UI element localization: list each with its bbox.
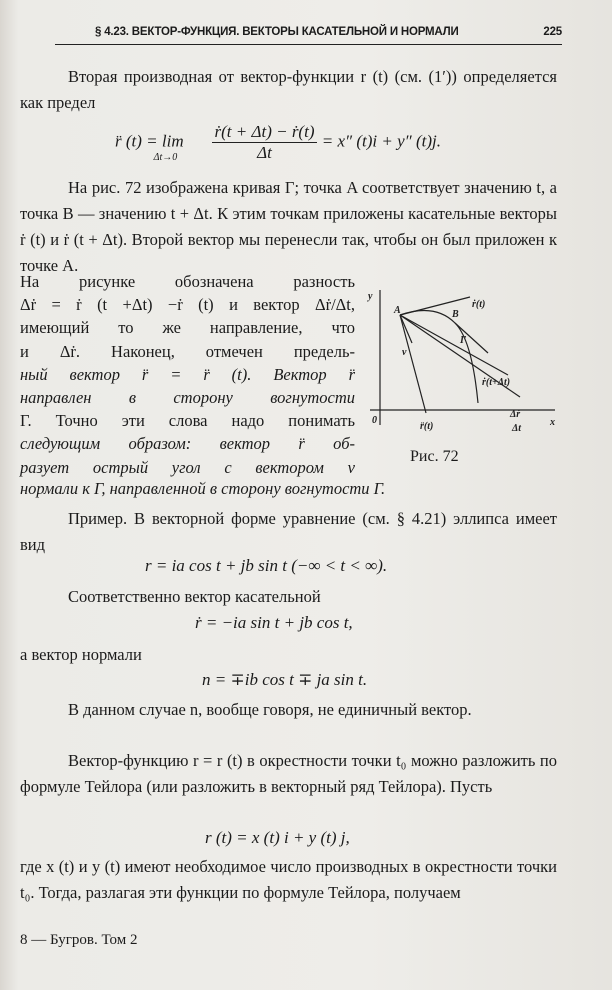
- equation-tangent: ṙ = −ia sin t + jb cos t,: [195, 613, 353, 632]
- paragraph-1: Вторая производная от вектор-функции r (t) (см. (1′)) определяется как предел: [20, 67, 557, 112]
- eq1-denominator: Δt: [257, 143, 272, 162]
- label-origin: 0: [372, 415, 377, 426]
- paragraph-7: В данном случае n, вообще говоря, не единичный вектор.: [68, 700, 472, 719]
- eq1-limit-sub: Δt→0: [153, 152, 178, 164]
- paragraph-2: На рис. 72 изображена кривая Γ; точка A соответствует значению t, а точка B — значению t + Δt. К этим точкам приложены касательные векторы ṙ (t) и ṙ (t + Δt). Второй вектор мы перенесли так, чтобы он был приложен к точке A.: [20, 178, 557, 275]
- label-B: B: [452, 309, 459, 320]
- paragraph-taylor: Вектор-функцию r = r (t) в окрестности точки t₀ можно разложить по формуле Тейлора (или разложить в векторный ряд Тейлора). Пусть: [20, 751, 557, 796]
- running-header: [55, 22, 562, 45]
- label-delta-den: Δt: [512, 423, 522, 434]
- paragraph-3-line: ный вектор r̈ = r̈ (t). Вектор r̈: [20, 364, 355, 384]
- vector-rdot-t-dt: [400, 315, 508, 375]
- label-gamma: Γ: [460, 335, 467, 346]
- paragraph-3-line: и Δṙ. Наконец, отмечен предель-: [20, 341, 355, 361]
- eq1-lhs: r̈ (t) = lim: [115, 131, 184, 151]
- figure-72: [360, 285, 560, 485]
- paragraph-9: где x (t) и y (t) имеют необходимое число производных в окрестности точки t₀. Тогда, разлагая эти функции по формуле Тейлора, получаем: [20, 857, 557, 902]
- paragraph-3-line: следующим образом: вектор r̈ об-: [20, 434, 355, 454]
- label-delta-num: Δṙ: [510, 409, 521, 420]
- paragraph-3-last-line: нормали к Γ, направленной в сторону вогнутости Γ.: [20, 479, 386, 498]
- eq1-numerator: ṙ(t + Δt) − ṙ(t): [212, 122, 318, 143]
- header-title: § 4.23. ВЕКТОР-ФУНКЦИЯ. ВЕКТОРЫ КАСАТЕЛЬНОЙ И НОРМАЛИ: [95, 26, 459, 38]
- label-y: y: [368, 291, 373, 302]
- paragraph-3-line: На рисунке обозначена разность: [20, 272, 355, 291]
- paragraph-3-line: Γ. Точно эти слова надо понимать: [20, 411, 355, 431]
- equation-second-derivative: [115, 122, 441, 163]
- page-number: 225: [543, 26, 562, 38]
- footer-signature: 8 — Бугров. Том 2: [20, 932, 138, 948]
- paragraph-normal: а вектор нормали: [20, 645, 142, 664]
- label-nu: ν: [402, 347, 407, 358]
- equation-normal: n = ∓ib cos t ∓ ja sin t.: [202, 670, 368, 689]
- label-rdot: ṙ(t): [472, 299, 486, 310]
- label-rddot: r̈(t): [420, 421, 434, 432]
- curve-gamma: [400, 311, 478, 404]
- equation-r-components: r (t) = x (t) i + y (t) j,: [205, 828, 350, 847]
- paragraph-3-line: направлен в сторону вогнутости: [20, 388, 355, 407]
- paragraph-3-line: разует острый угол с вектором ν: [20, 457, 355, 477]
- eq1-rhs: = x″ (t)i + y″ (t)j.: [321, 131, 441, 151]
- label-rdot-dt: ṙ(t+Δt): [482, 377, 511, 388]
- paragraph-3-line: имеющий то же направление, что: [20, 318, 355, 338]
- label-x: x: [550, 417, 555, 428]
- label-A: A: [394, 305, 401, 316]
- paragraph-example: Пример. В векторной форме уравнение (см. § 4.21) эллипса имеет вид: [20, 509, 557, 554]
- paragraph-3-line: Δṙ = ṙ (t +Δt) −ṙ (t) и вектор Δṙ/Δt,: [20, 295, 355, 315]
- equation-ellipse: r = ia cos t + jb sin t (−∞ < t < ∞).: [145, 556, 388, 575]
- eq1-fraction: [212, 122, 318, 163]
- figure-caption: Рис. 72: [410, 448, 459, 465]
- paragraph-tangent: Соответственно вектор касательной: [68, 587, 321, 606]
